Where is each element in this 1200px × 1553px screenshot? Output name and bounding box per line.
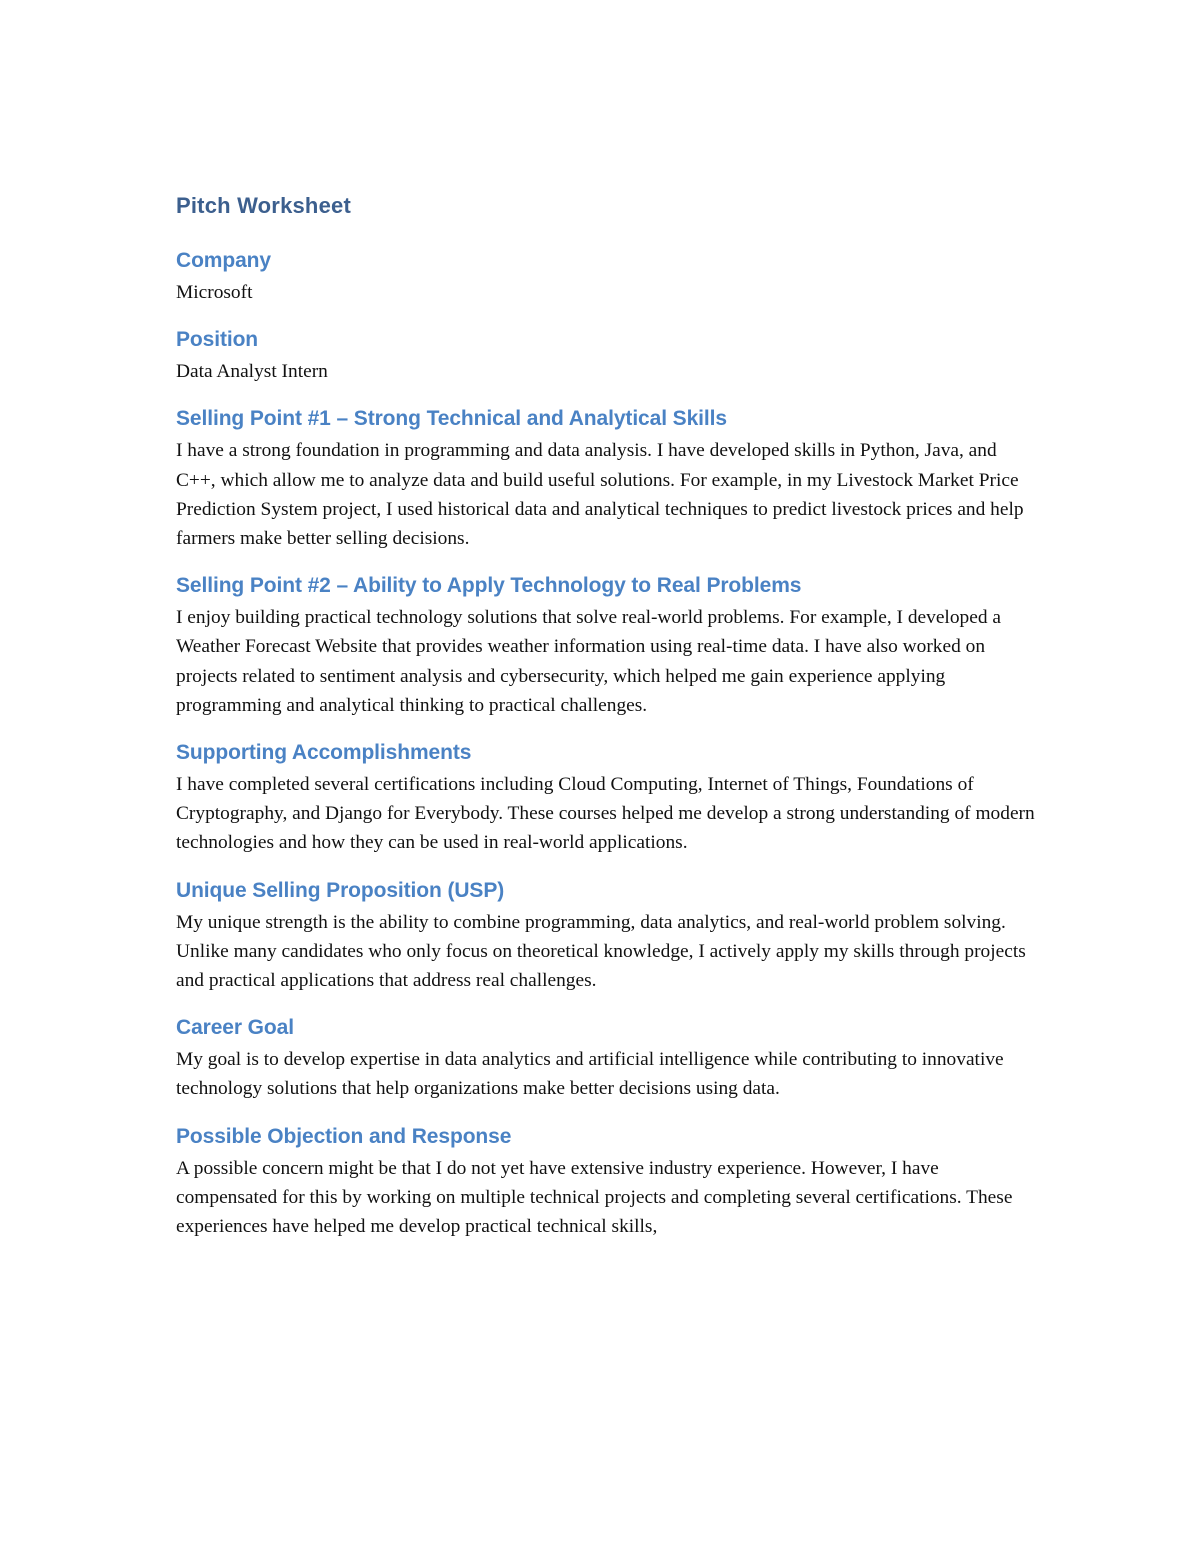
section-body-company: Microsoft bbox=[176, 282, 253, 303]
section-supporting-accomplishments bbox=[176, 736, 1036, 858]
section-heading-usp: Unique Selling Proposition (USP) bbox=[176, 878, 505, 902]
section-heading-career-goal: Career Goal bbox=[176, 1016, 294, 1040]
section-body-objection-response: A possible concern might be that I do not yet have extensive industry experience. However, I have compensated for this by working on multiple technical projects and completing several certifications. These experiences have helped me develop practical technical skills, bbox=[176, 1157, 1013, 1238]
section-objection-response bbox=[176, 1120, 1036, 1242]
section-heading-selling-point-2: Selling Point #2 – Ability to Apply Technology to Real Problems bbox=[176, 574, 802, 598]
section-career-goal bbox=[176, 1011, 1036, 1103]
section-body-career-goal: My goal is to develop expertise in data analytics and artificial intelligence while contributing to innovative technology solutions that help organizations make better decisions using data. bbox=[176, 1049, 1004, 1100]
section-heading-objection-response: Possible Objection and Response bbox=[176, 1124, 512, 1148]
section-body-selling-point-2: I enjoy building practical technology solutions that solve real-world problems. For example, I developed a Weather Forecast Website that provides weather information using real-time data. I have also worked on projects related to sentiment analysis and cybersecurity, which helped me gain experience applying programming and analytical thinking to practical challenges. bbox=[176, 607, 1001, 716]
section-body-position: Data Analyst Intern bbox=[176, 361, 328, 383]
document-page bbox=[176, 188, 1036, 1257]
section-heading-selling-point-1: Selling Point #1 – Strong Technical and Analytical Skills bbox=[176, 407, 727, 431]
section-body-selling-point-1: I have a strong foundation in programming and data analysis. I have developed skills in Python, Java, and C++, which allow me to analyze data and build useful solutions. For example, in my Livestock Market Price Prediction System project, I used historical data and analytical techniques to predict livestock prices and help farmers make better selling decisions. bbox=[176, 440, 1024, 550]
document-title: Pitch Worksheet bbox=[176, 193, 351, 218]
section-body-usp: My unique strength is the ability to combine programming, data analytics, and real-world problem solving. Unlike many candidates who only focus on theoretical knowledge, I actively apply my skills through projects and practical applications that address real challenges. bbox=[176, 911, 1026, 992]
section-body-supporting-accomplishments: I have completed several certifications including Cloud Computing, Internet of Things, Foundations of Cryptography, and Django for Everybody. These courses helped me develop a strong understanding of modern technologies and how they can be used in real-world applications. bbox=[176, 774, 1035, 854]
section-company bbox=[176, 244, 1036, 307]
section-heading-position: Position bbox=[176, 328, 259, 352]
section-selling-point-2 bbox=[176, 569, 1036, 720]
section-heading-company: Company bbox=[176, 249, 271, 272]
section-position bbox=[176, 323, 1036, 386]
section-selling-point-1 bbox=[176, 402, 1036, 553]
section-heading-supporting-accomplishments: Supporting Accomplishments bbox=[176, 741, 472, 765]
section-usp bbox=[176, 874, 1036, 996]
